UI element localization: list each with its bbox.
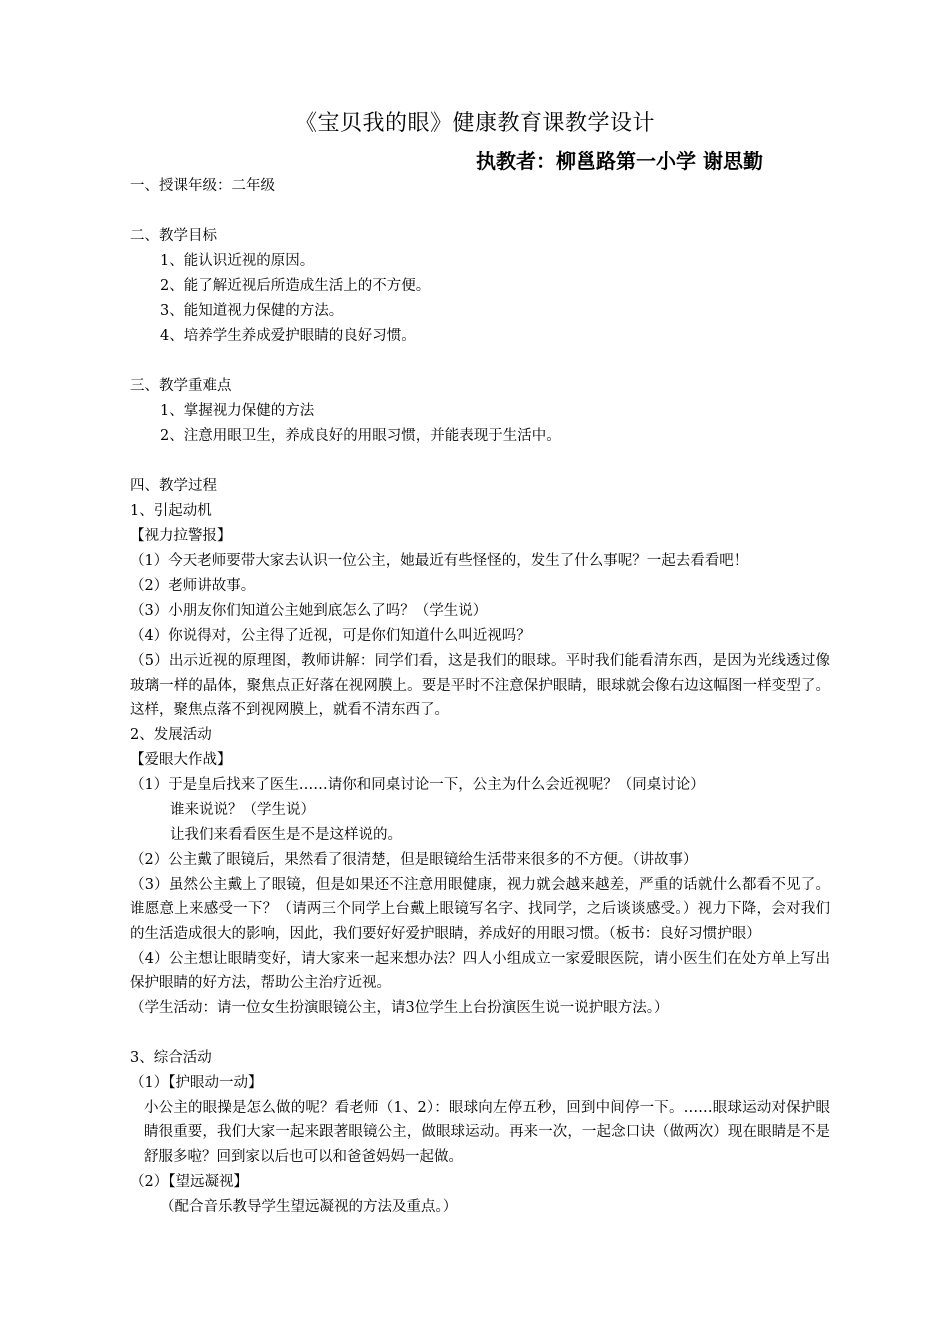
step-paragraph: （3）虽然公主戴上了眼镜，但是如果还不注意用眼健康，视力就会越来越差，严重的话就什么都看不见了。谁愿意上来感受一下？（请两三个同学上台戴上眼镜写名字、找同学，之后谈谈感受。）视力下降，会对我们的生活造成很大的影响，因此，我们要好好爱护眼睛，养成好的用眼习惯。（板书：良好习惯护眼） bbox=[130, 876, 830, 942]
section-heading-process: 四、教学过程 bbox=[130, 478, 217, 494]
eye-exercise-paragraph: 小公主的眼操是怎么做的呢？看老师（1、2）：眼球向左停五秒，回到中间停一下。……眼球运动对保护眼睛很重要，我们大家一起来跟著眼镜公主，做眼球运动。再来一次，一起念口诀（做两次）现在眼睛是不是舒服多啦？回到家以后也可以和爸爸妈妈一起做。 bbox=[144, 1099, 830, 1165]
step-sub-item: 让我们来看看医生是不是这样说的。 bbox=[170, 826, 402, 843]
activity-title-eye-battle: 【爱眼大作战】 bbox=[130, 751, 232, 768]
goal-item: 1、能认识近视的原因。 bbox=[160, 253, 315, 269]
step-item: （3）小朋友你们知道公主她到底怎么了吗？（学生说） bbox=[130, 603, 488, 619]
step-sub-item: 谁来说说？（学生说） bbox=[170, 801, 315, 818]
goal-item: 3、能知道视力保健的方法。 bbox=[160, 303, 344, 319]
key-point-item: 2、注意用眼卫生，养成良好的用眼习惯，并能表现于生活中。 bbox=[160, 428, 561, 444]
step-item: （4）你说得对，公主得了近视，可是你们知道什么叫近视吗？ bbox=[130, 628, 531, 644]
key-point-item: 1、掌握视力保健的方法 bbox=[160, 403, 315, 419]
step-item: （1）今天老师要带大家去认识一位公主，她最近有些怪怪的，发生了什么事呢？一起去看看吧！ bbox=[130, 553, 749, 569]
step-item: （2）老师讲故事。 bbox=[130, 578, 256, 594]
student-activity-note: （学生活动：请一位女生扮演眼镜公主，请3位学生上台扮演医生说一说护眼方法。） bbox=[130, 999, 669, 1016]
step-item: （2）公主戴了眼镜后，果然看了很清楚，但是眼镜给生活带来很多的不方便。（讲故事） bbox=[130, 851, 698, 868]
part-heading-development: 2、发展活动 bbox=[130, 726, 212, 743]
step-paragraph: （5）出示近视的原理图，教师讲解：同学们看，这是我们的眼球。平时我们能看清东西，是因为光线透过像玻璃一样的晶体，聚焦点正好落在视网膜上。要是平时不注意保护眼睛，眼球就会像右边这幅图一样变型了。这样，聚焦点落不到视网膜上，就看不清东西了。 bbox=[130, 653, 830, 719]
author-line: 执教者：柳邕路第一小学 谢思勤 bbox=[476, 149, 763, 173]
section-heading-key-points: 三、教学重难点 bbox=[130, 378, 232, 394]
activity-title-far-gaze: （2）【望远凝视】 bbox=[130, 1173, 248, 1190]
part-heading-motivation: 1、引起动机 bbox=[130, 503, 212, 519]
goal-item: 4、培养学生养成爱护眼睛的良好习惯。 bbox=[160, 328, 416, 344]
document-body bbox=[130, 174, 830, 1220]
step-paragraph: （4）公主想让眼睛变好，请大家来一起来想办法？四人小组成立一家爱眼医院，请小医生们在处方单上写出保护眼睛的好方法，帮助公主治疗近视。 bbox=[130, 950, 830, 992]
goal-item: 2、能了解近视后所造成生活上的不方便。 bbox=[160, 278, 431, 294]
section-heading-grade: 一、授课年级：二年级 bbox=[130, 178, 275, 194]
step-item: （1）于是皇后找来了医生……请你和同桌讨论一下，公主为什么会近视呢？（同桌讨论） bbox=[130, 776, 705, 793]
far-gaze-text: （配合音乐教导学生望远凝视的方法及重点。） bbox=[160, 1198, 458, 1215]
activity-title-vision-alert: 【视力拉警报】 bbox=[130, 528, 232, 544]
part-heading-integrated: 3、综合活动 bbox=[130, 1049, 212, 1066]
activity-title-eye-exercise: （1）【护眼动一动】 bbox=[130, 1074, 263, 1091]
section-heading-goals: 二、教学目标 bbox=[130, 228, 217, 244]
document-title: 《宝贝我的眼》健康教育课教学设计 bbox=[294, 111, 655, 136]
